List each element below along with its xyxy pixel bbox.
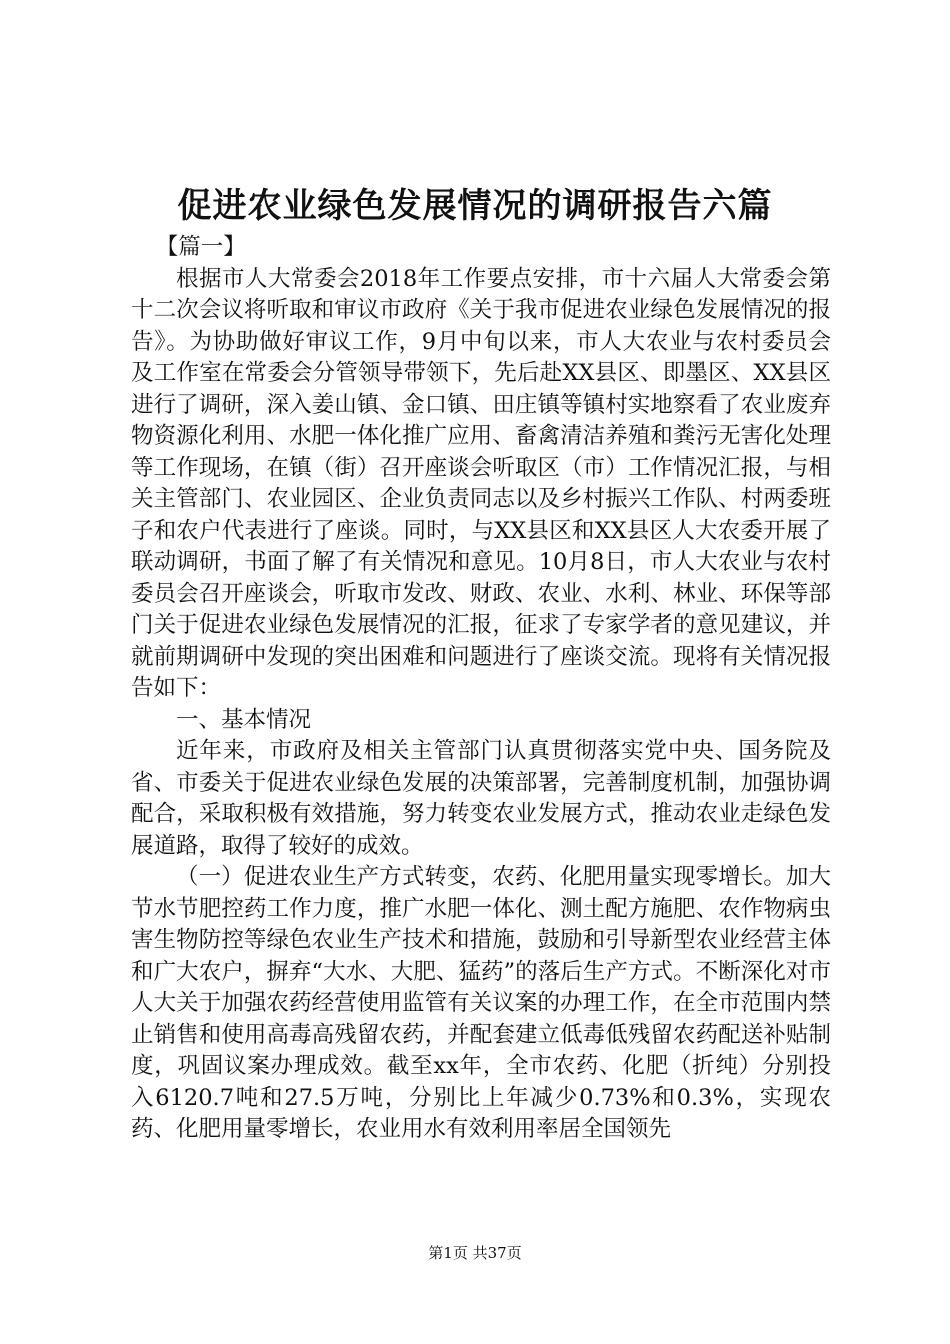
- paragraph: （一）促进农业生产方式转变，农药、化肥用量实现零增长。加大节水节肥控药工作力度，推广水肥一体化、测土配方施肥、农作物病虫害生物防控等绿色农业生产技术和措施，鼓励和引导新型农业经营主体和广大农户，摒弃“大水、大肥、猛药”的落后生产方式。不断深化对市人大关于加强农药经营使用监管有关议案的办理工作，在全市范围内禁止销售和使用高毒高残留农药，并配套建立低毒低残留农药配送补贴制度，巩固议案办理成效。截至xx年，全市农药、化肥（折纯）分别投入6120.7吨和27.5万吨，分别比上年减少0.73%和0.3%，实现农药、化肥用量零增长，农业用水有效利用率居全国领先: [131, 864, 831, 1142]
- paragraph: 近年来，市政府及相关主管部门认真贯彻落实党中央、国务院及省、市委关于促进农业绿色发展的决策部署，完善制度机制，加强协调配合，采取积极有效措施，努力转变农业发展方式，推动农业走绿色发展道路，取得了较好的成效。: [131, 738, 831, 859]
- section-heading: 一、基本情况: [176, 706, 312, 733]
- page-footer: 第1页 共37页: [428, 1244, 522, 1262]
- document-title: 促进农业绿色发展情况的调研报告六篇: [177, 186, 773, 226]
- document-body: [131, 232, 831, 1146]
- section-label: 【篇一】: [155, 234, 246, 260]
- paragraph: 根据市人大常委会2018年工作要点安排，市十六届人大常委会第十二次会议将听取和审议市政府《关于我市促进农业绿色发展情况的报告》。为协助做好审议工作，9月中旬以来，市人大农业与农村委员会及工作室在常委会分管领导带领下，先后赴XX县区、即墨区、XX县区进行了调研，深入姜山镇、金口镇、田庄镇等镇村实地察看了农业废弃物资源化利用、水肥一体化推广应用、畜禽清洁养殖和粪污无害化处理等工作现场，在镇（街）召开座谈会听取区（市）工作情况汇报，与相关主管部门、农业园区、企业负责同志以及乡村振兴工作队、村两委班子和农户代表进行了座谈。同时，与XX县区和XX县区人大农委开展了联动调研，书面了解了有关情况和意见。10月8日，市人大农业与农村委员会召开座谈会，听取市发改、财政、农业、水利、林业、环保等部门关于促进农业绿色发展情况的汇报，征求了专家学者的意见建议，并就前期调研中发现的突出困难和问题进行了座谈交流。现将有关情况报告如下：: [131, 265, 831, 701]
